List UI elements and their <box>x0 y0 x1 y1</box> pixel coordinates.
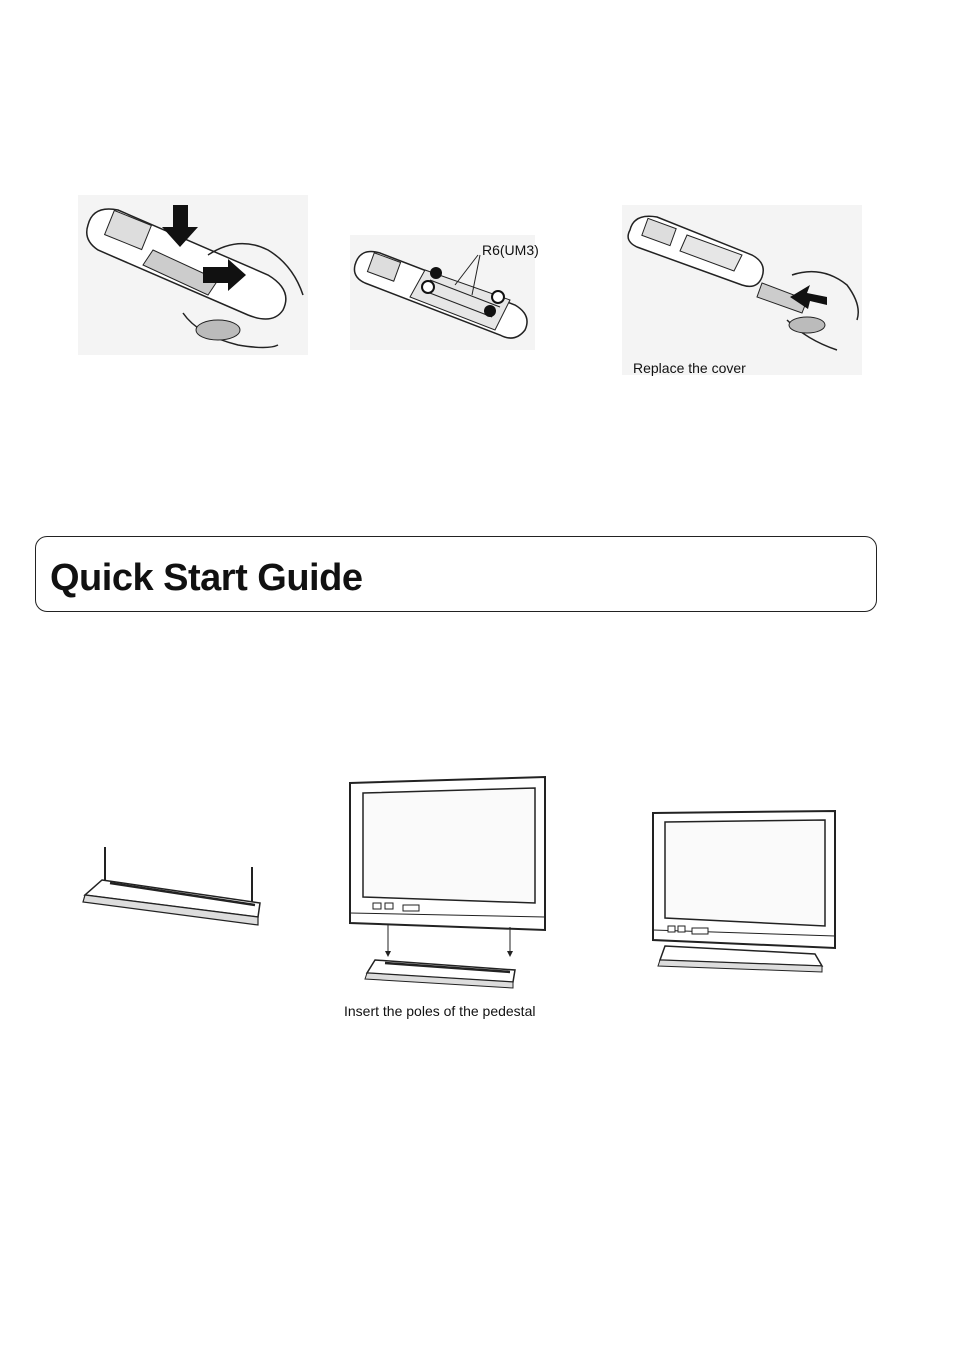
remote-replace-cover-illustration <box>622 205 862 375</box>
display-insert-poles-illustration <box>345 775 550 990</box>
page-title: Quick Start Guide <box>50 557 363 599</box>
pedestal-illustration <box>80 845 265 935</box>
replace-cover-caption: Replace the cover <box>633 360 746 376</box>
section-title-box <box>35 536 877 612</box>
insert-poles-caption: Insert the poles of the pedestal <box>344 1003 536 1019</box>
display-assembled-illustration <box>650 808 840 978</box>
remote-open-cover-illustration <box>78 195 308 355</box>
battery-type-label: R6(UM3) <box>482 242 539 258</box>
